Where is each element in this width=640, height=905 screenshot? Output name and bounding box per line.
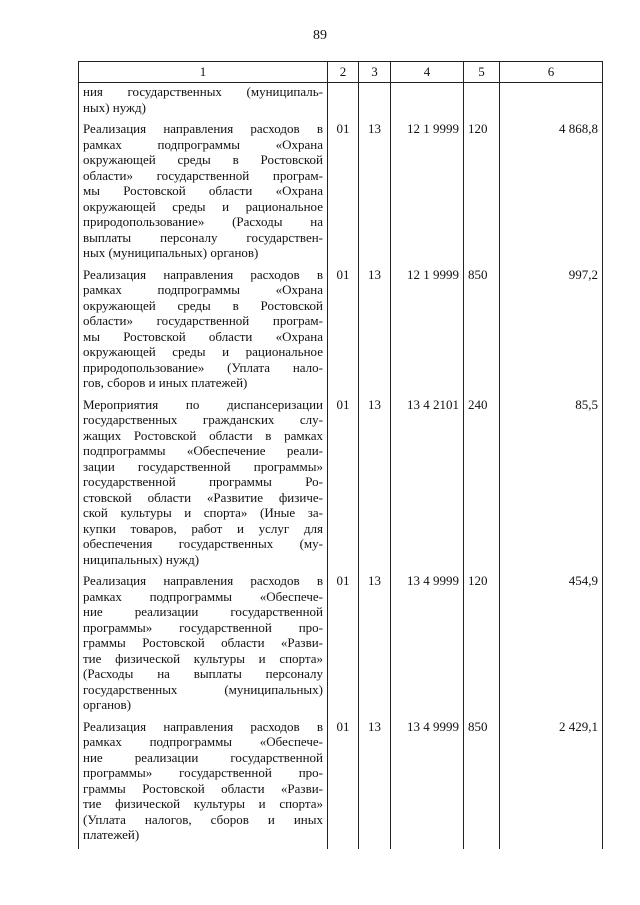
description-line: Мероприятия по диспансеризации <box>83 396 323 412</box>
section-code: 01 <box>328 573 359 719</box>
description-line: ние реализации государственной <box>83 604 323 619</box>
description-line: тие физической культуры и спорта» <box>83 650 323 666</box>
header-col-5: 5 <box>464 62 500 83</box>
amount: 997,2 <box>500 267 603 397</box>
header-col-4: 4 <box>391 62 464 83</box>
description-line: ных) нужд) <box>83 99 146 115</box>
description-line: ных (муниципальных) органов) <box>83 245 259 260</box>
expense-description <box>79 397 328 574</box>
description-line: граммы Ростовской области «Разви- <box>83 780 323 796</box>
amount: 85,5 <box>500 397 603 574</box>
table-row <box>79 267 603 397</box>
description-line: Реализация направления расходов в <box>83 121 323 136</box>
description-line: окружающей среды в Ростовской <box>83 152 323 167</box>
description-line: области» государственной програм- <box>83 167 323 183</box>
budget-table <box>78 61 603 849</box>
description-line: зации государственной программы» <box>83 458 323 474</box>
description-line: органов) <box>83 697 132 712</box>
expense-description <box>79 719 328 849</box>
subsection-code: 13 <box>359 397 391 574</box>
table-body <box>79 83 603 849</box>
table-row <box>79 719 603 849</box>
description-line: государственных гражданских слу- <box>83 412 323 427</box>
description-line: жащих Ростовской области в рамках <box>83 427 323 443</box>
amount <box>500 83 603 122</box>
section-code: 01 <box>328 719 359 849</box>
expense-type-code: 240 <box>464 397 500 574</box>
description-line: тие физической культуры и спорта» <box>83 796 323 811</box>
target-article-code: 12 1 9999 <box>391 121 464 267</box>
description-line: гов, сборов и иных платежей) <box>83 375 248 390</box>
description-line: мы Ростовской области «Охрана <box>83 183 323 198</box>
target-article-code: 12 1 9999 <box>391 267 464 397</box>
expense-type-code: 850 <box>464 719 500 849</box>
target-article-code: 13 4 9999 <box>391 573 464 719</box>
description-line: программы» государственной про- <box>83 619 323 635</box>
table-row <box>79 397 603 574</box>
description-line: природопользование» (Уплата нало- <box>83 359 323 375</box>
expense-description <box>79 121 328 267</box>
expense-description <box>79 573 328 719</box>
header-col-1: 1 <box>79 62 328 83</box>
description-line: мы Ростовской области «Охрана <box>83 328 323 344</box>
header-row <box>79 62 603 83</box>
target-article-code: 13 4 2101 <box>391 397 464 574</box>
description-line: ние реализации государственной <box>83 749 323 765</box>
expense-type-code: 120 <box>464 121 500 267</box>
table-row <box>79 83 603 122</box>
description-line: платежей) <box>83 827 140 842</box>
description-line: рамках подпрограммы «Охрана <box>83 282 323 297</box>
amount: 2 429,1 <box>500 719 603 849</box>
section-code: 01 <box>328 397 359 574</box>
header-col-3: 3 <box>359 62 391 83</box>
section-code: 01 <box>328 267 359 397</box>
target-article-code: 13 4 9999 <box>391 719 464 849</box>
description-line: стовской области «Развитие физиче- <box>83 489 323 505</box>
section-code <box>328 83 359 122</box>
description-line: выплаты персоналу государствен- <box>83 229 323 245</box>
description-line: ния государственных (муниципаль- <box>83 84 323 99</box>
description-line: государственных (муниципальных) <box>83 681 323 697</box>
subsection-code: 13 <box>359 267 391 397</box>
description-line: рамках подпрограммы «Охрана <box>83 136 323 152</box>
expense-type-code: 120 <box>464 573 500 719</box>
section-code: 01 <box>328 121 359 267</box>
description-line: купки товаров, работ и услуг для <box>83 520 323 536</box>
description-line: области» государственной програм- <box>83 313 323 328</box>
description-line: рамках подпрограммы «Обеспече- <box>83 734 323 749</box>
expense-type-code <box>464 83 500 122</box>
header-col-2: 2 <box>328 62 359 83</box>
expense-description <box>79 83 328 122</box>
description-line: ниципальных) нужд) <box>83 551 200 567</box>
description-line: Реализация направления расходов в <box>83 718 323 734</box>
description-line: окружающей среды в Ростовской <box>83 297 323 313</box>
description-line: граммы Ростовской области «Разви- <box>83 635 323 650</box>
description-line: (Расходы на выплаты персоналу <box>83 666 323 681</box>
description-line: Реализация направления расходов в <box>83 573 323 588</box>
subsection-code <box>359 83 391 122</box>
subsection-code: 13 <box>359 719 391 849</box>
description-line: Реализация направления расходов в <box>83 266 323 282</box>
description-line: окружающей среды и рациональное <box>83 198 323 214</box>
subsection-code: 13 <box>359 121 391 267</box>
target-article-code <box>391 83 464 122</box>
description-line: окружающей среды и рациональное <box>83 344 323 359</box>
description-line: природопользование» (Расходы на <box>83 214 323 229</box>
subsection-code: 13 <box>359 573 391 719</box>
expense-description <box>79 267 328 397</box>
page-number: 89 <box>313 28 327 43</box>
table-row <box>79 121 603 267</box>
header-col-6: 6 <box>500 62 603 83</box>
amount: 4 868,8 <box>500 121 603 267</box>
description-line: программы» государственной про- <box>83 765 323 780</box>
description-line: рамках подпрограммы «Обеспече- <box>83 588 323 604</box>
description-line: государственной программы Ро- <box>83 474 323 489</box>
description-line: подпрограммы «Обеспечение реали- <box>83 443 323 458</box>
description-line: обеспечения государственных (му- <box>83 536 323 551</box>
amount: 454,9 <box>500 573 603 719</box>
expense-type-code: 850 <box>464 267 500 397</box>
description-line: (Уплата налогов, сборов и иных <box>83 811 323 827</box>
description-line: ской культуры и спорта» (Иные за- <box>83 505 323 520</box>
table-row <box>79 573 603 719</box>
